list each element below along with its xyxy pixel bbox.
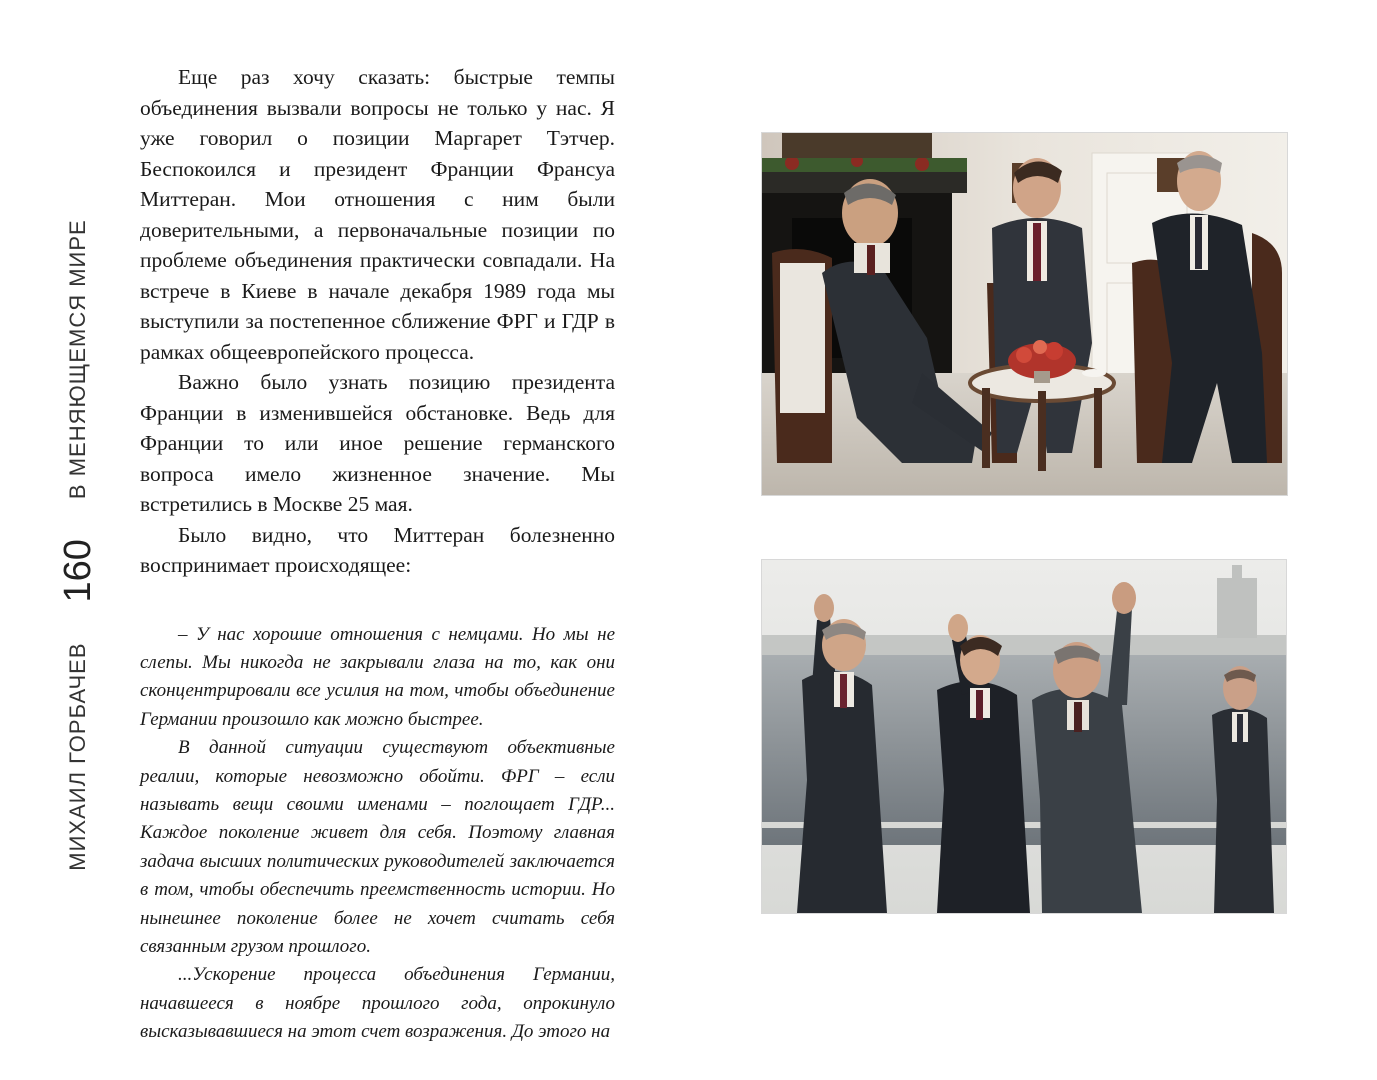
quote-paragraph-1: – У нас хорошие отношения с немцами. Но мы не слепы. Мы никогда не закрывали глаза на то, как они сконцентрировали все усилия на том, чтобы объединение Германии произошло как можно быстрее. [140, 623, 615, 730]
body-text [140, 62, 615, 1047]
photo-seated-meeting [762, 133, 1287, 495]
paragraph-2: Важно было узнать позицию президента Франции в изменившейся обстановке. Ведь для Франции то или иное решение германского вопроса имело жизненное значение. Мы встретились в Москве 25 мая. [140, 370, 615, 516]
page-number: 160 [56, 539, 99, 603]
running-head-book-title: В МЕНЯЮЩЕМСЯ МИРЕ [65, 219, 90, 500]
paragraph-3: Было видно, что Миттеран болезненно воспринимает происходящее: [140, 522, 615, 577]
quote-paragraph-2: В данной ситуации существуют объективные реалии, которые невозможно обойти. ФРГ – если называть вещи своими именами – поглощает ГДР... Каждое поколение живет для себя. Поэтому главная задача высших политических руководителей заключается в том, чтобы обеспечить преемственность истории. Но нынешнее поколение более не хочет считать себя связанным грузом прошлого. [140, 737, 615, 957]
paragraph-1: Еще раз хочу сказать: быстрые темпы объединения вызвали вопросы не только у нас. Я уже говорил о позиции Маргарет Тэтчер. Беспокоился и президент Франции Франсуа Миттеран. Мои отношения с ним были доверительными, а первоначальные позиции по проблеме объединения практически совпадали. На встрече в Киеве в начале декабря 1989 года мы выступили за постепенное сближение ФРГ и ГДР в рамках общеевропейского процесса. [140, 65, 615, 364]
photo-waving-group [762, 560, 1286, 913]
running-head-author: МИХАИЛ ГОРБАЧЕВ [65, 642, 90, 871]
quote-paragraph-3: ...Ускорение процесса объединения Германии, начавшееся в ноябре прошлого года, опрокинуло высказывавшиеся на этот счет возражения. До этого на [140, 964, 615, 1043]
